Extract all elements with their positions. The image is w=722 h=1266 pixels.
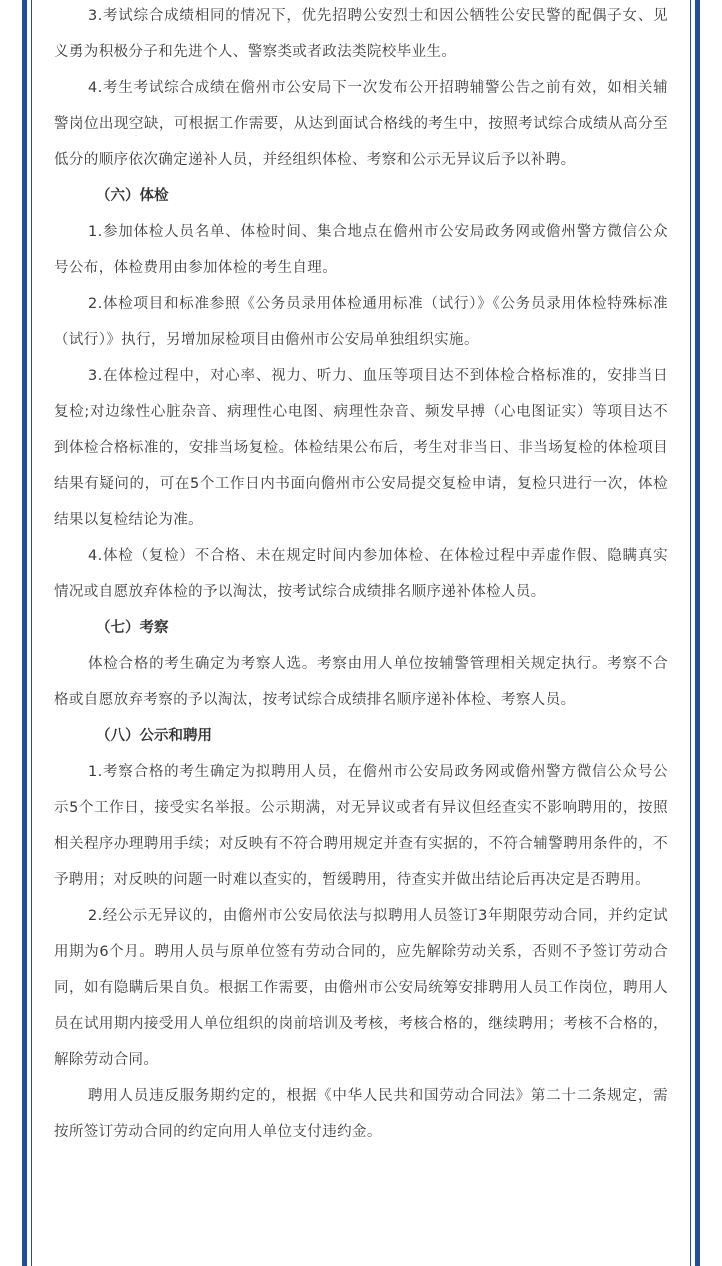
paragraph-investigation: 体检合格的考生确定为考察人选。考察由用人单位按辅警管理相关规定执行。考察不合格或自愿放弃考察的予以淘汰，按考试综合成绩排名顺序递补体检、考察人员。 [54,656,668,708]
paragraph-contract: 2.经公示无异议的，由儋州市公安局依法与拟聘用人员签订3年期限劳动合同，并约定试用期为6个月。聘用人员与原单位签有劳动合同的，应先解除劳动关系，否则不予签订劳动合同，如有隐瞒后果自负。根据工作需要，由儋州市公安局统筹安排聘用人员工作岗位，聘用人员在试用期内接受用人单位组织的岗前培训及考核，考核合格的，继续聘用；考核不合格的，解除劳动合同。 [54,908,668,1068]
section-heading-publicity-hiring: （八）公示和聘用 [96,728,212,744]
paragraph-exam-standards: 2.体检项目和标准参照《公务员录用体检通用标准（试行）》《公务员录用体检特殊标准（试行）》执行，另增加尿检项目由儋州市公安局单独组织实施。 [54,296,668,348]
paragraph-score-validity: 4.考生考试综合成绩在儋州市公安局下一次发布公开招聘辅警公告之前有效，如相关辅警岗位出现空缺，可根据工作需要，从达到面试合格线的考生中，按照考试综合成绩从高分至低分的顺序依次确定递补人员，并经组织体检、考察和公示无异议后予以补聘。 [54,80,668,168]
paragraph-breach: 聘用人员违反服务期约定的，根据《中华人民共和国劳动合同法》第二十二条规定，需按所签订劳动合同的约定向用人单位支付违约金。 [54,1088,668,1140]
paragraph-tie-breaking: 3.考试综合成绩相同的情况下，优先招聘公安烈士和因公牺牲公安民警的配偶子女、见义勇为积极分子和先进个人、警察类或者政法类院校毕业生。 [54,8,668,60]
frame-border-left-outer [22,0,27,1266]
paragraph-publicity: 1.考察合格的考生确定为拟聘用人员，在儋州市公安局政务网或儋州警方微信公众号公示5个工作日，接受实名举报。公示期满，对无异议或者有异议但经查实不影响聘用的，按照相关程序办理聘用手续；对反映有不符合聘用规定并查有实据的，不符合辅警聘用条件的，不予聘用；对反映的问题一时难以查实的，暂缓聘用，待查实并做出结论后再决定是否聘用。 [54,764,668,888]
paragraph-exam-failure: 4.体检（复检）不合格、未在规定时间内参加体检、在体检过程中弄虚作假、隐瞒真实情况或自愿放弃体检的予以淘汰，按考试综合成绩排名顺序递补体检人员。 [54,548,668,600]
paragraph-exam-list: 1.参加体检人员名单、体检时间、集合地点在儋州市公安局政务网或儋州警方微信公众号公布，体检费用由参加体检的考生自理。 [54,224,668,276]
section-heading-investigation: （七）考察 [96,620,169,636]
paragraph-exam-recheck: 3.在体检过程中，对心率、视力、听力、血压等项目达不到体检合格标准的，安排当日复检;对边缘性心脏杂音、病理性心电图、病理性杂音、频发早搏（心电图证实）等项目达不到体检合格标准的，安排当场复检。体检结果公布后，考生对非当日、非当场复检的体检项目结果有疑问的，可在5个工作日内书面向儋州市公安局提交复检申请，复检只进行一次，体检结果以复检结论为准。 [54,368,668,528]
frame-border-right-outer [695,0,700,1266]
article-body [54,0,668,1150]
frame-border-left-inner [31,0,32,1266]
frame-border-right-inner [690,0,691,1266]
section-heading-physical-exam: （六）体检 [96,188,169,204]
